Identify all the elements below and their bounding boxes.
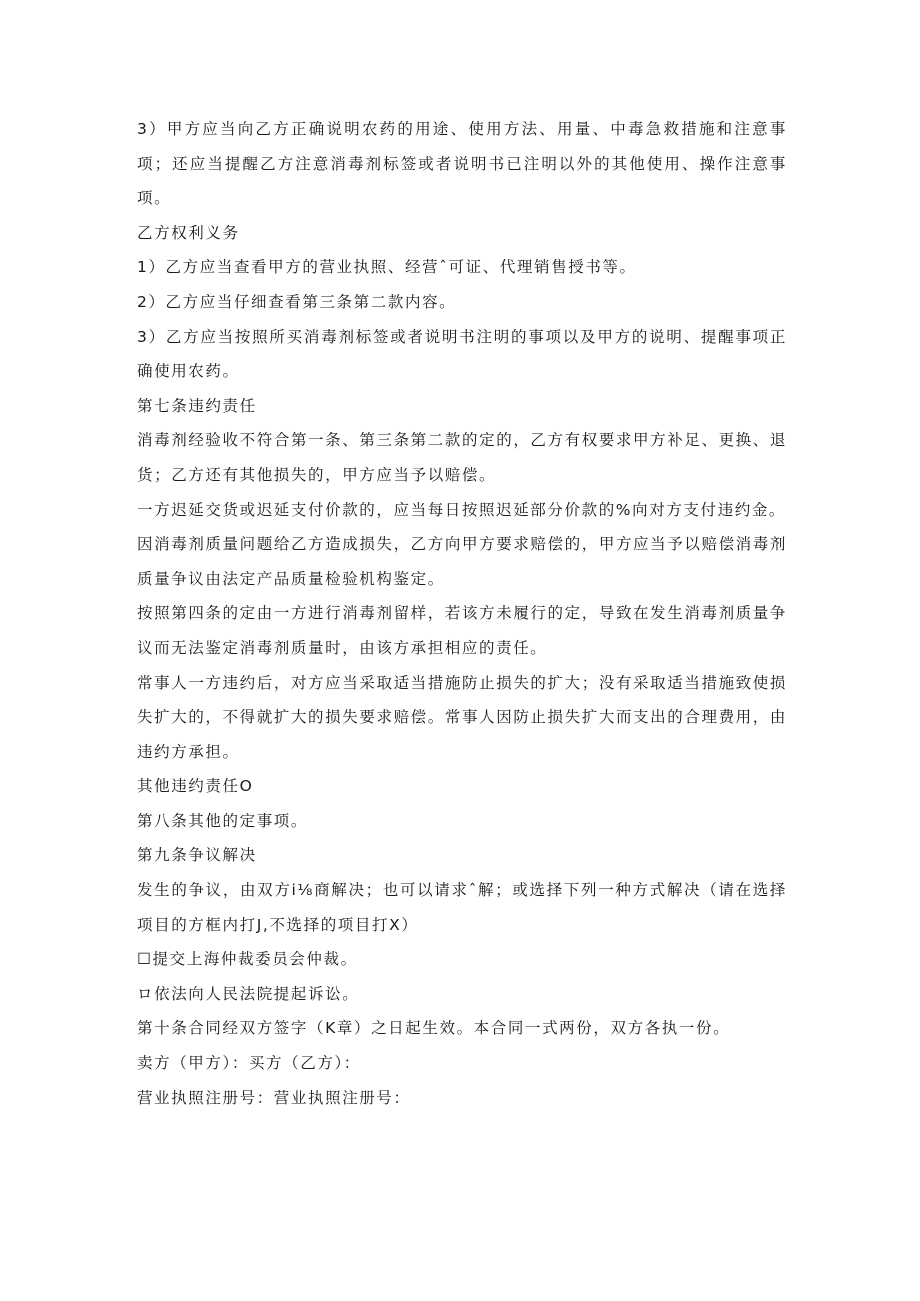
heading-article10-effective: 第十条合同经双方签字（K章）之日起生效。本合同一式两份，双方各执一份。 <box>137 1019 731 1038</box>
clause-buyer-check-license: 1）乙方应当查看甲方的营业执照、经营ˆ可证、代理销售授书等。 <box>137 258 637 277</box>
signature-license-numbers: 营业执照注册号：营业执照注册号： <box>137 1088 411 1107</box>
document-body <box>137 112 787 1115</box>
heading-article9-dispute: 第九条争议解决 <box>137 846 257 865</box>
clause-late-delivery-payment: 一方迟延交货或迟延支付价款的，应当每日按照迟延部分价款的%向对方支付违约金。 <box>137 500 787 519</box>
option-arbitration: ☐提交上海仲裁委员会仲裁。 <box>137 950 358 969</box>
clause-other-liability: 其他违约责任O <box>137 777 254 796</box>
option-litigation: ロ依法向人民法院提起诉讼。 <box>137 984 360 1003</box>
signature-parties: 卖方（甲方）：买方（乙方）： <box>137 1054 361 1073</box>
clause-buyer-check-article3: 2）乙方应当仔细查看第三条第二款内容。 <box>137 292 457 311</box>
heading-article7-liability: 第七条违约责任 <box>137 396 257 415</box>
heading-buyer-rights: 乙方权利义务 <box>137 223 240 242</box>
heading-article8-other: 第八条其他的定事项。 <box>137 811 309 830</box>
clause-nonconforming-goods: 消毒剂经验收不符合第一条、第三条第二款的定的，乙方有权要求甲方补足、更换、退货；乙方还有其他损失的，甲方应当予以赔偿。 <box>137 431 787 484</box>
clause-dispute-resolution: 发生的争议，由双方i⅛商解决；也可以请求ˆ解；或选择下列一种方式解决（请在选择项目的方框内打J,不选择的项目打X） <box>137 881 787 934</box>
clause-mitigate-loss: 常事人一方违约后，对方应当采取适当措施防止损失的扩大；没有采取适当措施致使损失扩大的，不得就扩大的损失要求赔偿。常事人因防止损失扩大而支出的合理费用，由违约方承担。 <box>137 673 787 761</box>
clause-quality-damage: 因消毒剂质量问题给乙方造成损失，乙方向甲方要求赔偿的，甲方应当予以赔偿消毒剂质量争议由法定产品质量检验机构鉴定。 <box>137 535 787 588</box>
clause-sample-retention: 按照第四条的定由一方进行消毒剂留样，若该方未履行的定，导致在发生消毒剂质量争议而无法鉴定消毒剂质量时，由该方承担相应的责任。 <box>137 604 787 657</box>
clause-buyer-correct-use: 3）乙方应当按照所买消毒剂标签或者说明书注明的事项以及甲方的说明、提醒事项正确使用农药。 <box>137 327 787 381</box>
clause-seller-explain-usage: 3）甲方应当向乙方正确说明农药的用途、使用方法、用量、中毒急救措施和注意事项；还应当提醒乙方注意消毒剂标签或者说明书已注明以外的其他使用、操作注意事项。 <box>137 120 787 208</box>
